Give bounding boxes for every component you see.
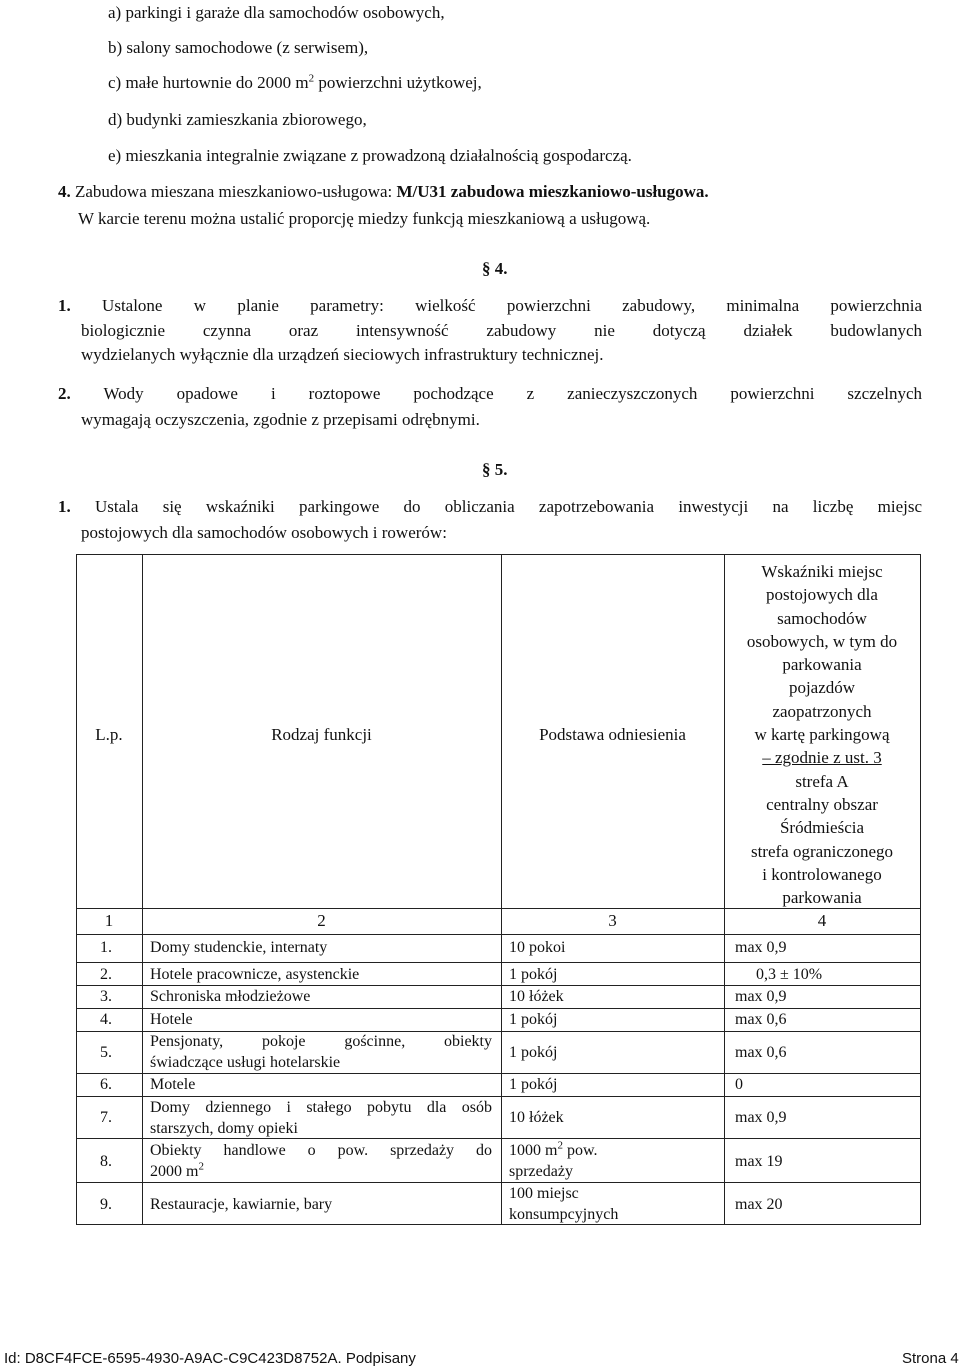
row-rodzaj: starszych, domy opieki bbox=[150, 1120, 298, 1137]
list-item-b: b) salony samochodowe (z serwisem), bbox=[108, 38, 369, 57]
point-4 bbox=[58, 182, 709, 202]
row-podstawa: 1 pokój bbox=[509, 1044, 558, 1061]
row-wskaznik: max 19 bbox=[735, 1153, 783, 1170]
row-wskaznik: max 0,9 bbox=[735, 939, 787, 956]
row-rodzaj: Pensjonaty, pokoje gościnne, obiekty bbox=[150, 1033, 492, 1050]
list-item-c-rest: powierzchni użytkowej, bbox=[314, 73, 482, 92]
header-lp: L.p. bbox=[95, 725, 123, 744]
row-lp: 2. bbox=[100, 966, 112, 983]
header-strefa-line: Śródmieścia bbox=[779, 818, 865, 838]
row-podstawa-rest: pow. bbox=[562, 1142, 598, 1159]
row-rodzaj: Restauracje, kawiarnie, bary bbox=[150, 1196, 333, 1213]
list-item-e: e) mieszkania integralnie związane z prowadzoną działalnością gospodarczą. bbox=[108, 146, 632, 165]
list-item-d: d) budynki zamieszkania zbiorowego, bbox=[108, 110, 367, 129]
row-podstawa: 1 pokój bbox=[509, 1011, 558, 1028]
s4-para-2-number: 2. bbox=[58, 384, 71, 403]
row-lp: 7. bbox=[100, 1109, 112, 1126]
s5-para-1-text: Ustala się wskaźniki parkingowe do obliczania zapotrzebowania inwestycji na liczbę miejsc bbox=[95, 497, 922, 516]
row-rodzaj: Hotele bbox=[150, 1011, 193, 1028]
row-podstawa bbox=[509, 1140, 597, 1161]
row-divider bbox=[76, 934, 921, 935]
header-strefa-line: i kontrolowanego bbox=[762, 864, 882, 884]
document-id: Id: D8CF4FCE-6595-4930-A9AC-C9C423D8752A. Podpisany bbox=[4, 1350, 416, 1367]
row-podstawa: 10 łóżek bbox=[509, 988, 564, 1005]
row-wskaznik: max 0,9 bbox=[735, 988, 787, 1005]
row-lp: 3. bbox=[100, 988, 112, 1005]
s4-para-1-text: Ustalone w planie parametry: wielkość powierzchni zabudowy, minimalna powierzchnia bbox=[102, 296, 923, 315]
row-wskaznik: max 20 bbox=[735, 1196, 783, 1213]
row-rodzaj: Obiekty handlowe o pow. sprzedaży do bbox=[150, 1142, 492, 1159]
point-4-number: 4. bbox=[58, 182, 71, 201]
header-wskazniki-line: parkowania bbox=[782, 655, 862, 675]
list-item-c bbox=[108, 73, 482, 93]
point-4-text: Zabudowa mieszana mieszkaniowo-usługowa: bbox=[75, 182, 397, 201]
row-wskaznik: 0,3 ± 10% bbox=[756, 966, 823, 983]
row-rodzaj bbox=[150, 1161, 204, 1182]
header-strefa-line: parkowania bbox=[782, 888, 862, 908]
table-border bbox=[920, 554, 921, 1225]
header-wskazniki-line: Wskaźniki miejsc bbox=[761, 562, 883, 581]
list-item-c-text: c) małe hurtownie do 2000 m bbox=[108, 73, 309, 92]
header-wskazniki-line: zaopatrzonych bbox=[772, 701, 872, 721]
point-4-symbol: M/U31 zabudowa mieszkaniowo-usługowa. bbox=[396, 182, 709, 201]
row-podstawa: 10 pokoi bbox=[509, 939, 566, 956]
col-number: 1 bbox=[104, 911, 114, 930]
row-divider bbox=[76, 1182, 921, 1183]
row-rodzaj: świadczące usługi hotelarskie bbox=[150, 1054, 341, 1071]
header-wskazniki-line: pojazdów bbox=[788, 678, 856, 698]
table-border bbox=[76, 1224, 921, 1225]
section-heading-4: § 4. bbox=[482, 259, 508, 278]
table-border bbox=[76, 554, 921, 555]
row-lp: 8. bbox=[100, 1153, 112, 1170]
row-podstawa: 100 miejsc bbox=[509, 1185, 579, 1202]
header-wskazniki-line: samochodów bbox=[777, 608, 867, 628]
row-podstawa: sprzedaży bbox=[509, 1163, 573, 1180]
header-podstawa-odniesienia: Podstawa odniesienia bbox=[539, 725, 686, 744]
s5-para-1-line-1 bbox=[58, 497, 922, 517]
superscript: 2 bbox=[557, 1139, 563, 1152]
row-podstawa: 1 pokój bbox=[509, 1076, 558, 1093]
row-divider bbox=[76, 1008, 921, 1009]
row-rodzaj-text: 2000 m bbox=[150, 1163, 199, 1180]
s5-para-1-number: 1. bbox=[58, 497, 71, 516]
row-wskaznik: 0 bbox=[735, 1076, 743, 1093]
section-heading-5: § 5. bbox=[482, 460, 508, 479]
row-podstawa: 10 łóżek bbox=[509, 1109, 564, 1126]
row-rodzaj: Domy dziennego i stałego pobytu dla osób bbox=[150, 1099, 492, 1116]
page-number: Strona 4 bbox=[902, 1350, 959, 1367]
s4-para-1-number: 1. bbox=[58, 296, 71, 315]
row-lp: 1. bbox=[100, 939, 112, 956]
list-item-a: a) parkingi i garaże dla samochodów osobowych, bbox=[108, 3, 445, 22]
row-lp: 5. bbox=[100, 1044, 112, 1061]
s4-para-1-line-2: biologicznie czynna oraz intensywność zabudowy nie dotyczą działek budowlanych bbox=[81, 321, 922, 340]
row-rodzaj: Hotele pracownicze, asystenckie bbox=[150, 966, 360, 983]
superscript: 2 bbox=[308, 72, 315, 85]
row-podstawa: 1 pokój bbox=[509, 966, 558, 983]
row-wskaznik: max 0,6 bbox=[735, 1011, 787, 1028]
parking-table bbox=[76, 554, 920, 1224]
header-strefa-line: strefa ograniczonego bbox=[750, 841, 894, 861]
row-podstawa: konsumpcyjnych bbox=[509, 1206, 619, 1223]
row-wskaznik: max 0,9 bbox=[735, 1109, 787, 1126]
column-divider bbox=[501, 554, 502, 1225]
s5-para-1-line-2: postojowych dla samochodów osobowych i rowerów: bbox=[81, 523, 447, 542]
header-wskazniki-line: osobowych, w tym do bbox=[746, 631, 898, 651]
s4-para-2-line-2: wymagają oczyszczenia, zgodnie z przepisami odrębnymi. bbox=[81, 410, 480, 429]
column-divider bbox=[142, 554, 143, 1225]
point-4-line-2: W karcie terenu można ustalić proporcję miedzy funkcją mieszkaniową a usługową. bbox=[78, 209, 651, 228]
header-rodzaj-funkcji: Rodzaj funkcji bbox=[271, 725, 372, 744]
superscript: 2 bbox=[198, 1160, 204, 1173]
s4-para-2-line-1 bbox=[58, 384, 922, 404]
col-number: 3 bbox=[608, 911, 617, 930]
s4-para-1-line-1 bbox=[58, 296, 922, 316]
row-lp: 9. bbox=[100, 1196, 112, 1213]
table-border bbox=[76, 554, 77, 1225]
col-number: 2 bbox=[317, 911, 326, 930]
row-rodzaj: Motele bbox=[150, 1076, 196, 1093]
row-divider bbox=[76, 1073, 921, 1074]
s4-para-1-line-3: wydzielanych wyłącznie dla urządzeń sieciowych infrastruktury technicznej. bbox=[81, 345, 604, 364]
header-wskazniki-line: w kartę parkingową bbox=[754, 725, 890, 745]
header-wskazniki-line: postojowych dla bbox=[766, 585, 878, 605]
header-wskazniki bbox=[724, 560, 920, 909]
row-wskaznik: max 0,6 bbox=[735, 1044, 787, 1061]
row-lp: 6. bbox=[100, 1076, 112, 1093]
row-podstawa-text: 1000 m bbox=[509, 1142, 558, 1159]
col-number: 4 bbox=[817, 911, 827, 930]
row-rodzaj: Domy studenckie, internaty bbox=[150, 939, 328, 956]
header-strefa-line: strefa A bbox=[795, 771, 849, 791]
row-divider bbox=[76, 962, 921, 963]
row-lp: 4. bbox=[100, 1011, 112, 1028]
header-wskazniki-line: – zgodnie z ust. 3 bbox=[762, 748, 882, 768]
s4-para-2-text: Wody opadowe i roztopowe pochodzące z zanieczyszczonych powierzchni szczelnych bbox=[103, 384, 922, 403]
row-rodzaj: Schroniska młodzieżowe bbox=[150, 988, 311, 1005]
header-strefa-line: centralny obszar bbox=[766, 794, 878, 814]
